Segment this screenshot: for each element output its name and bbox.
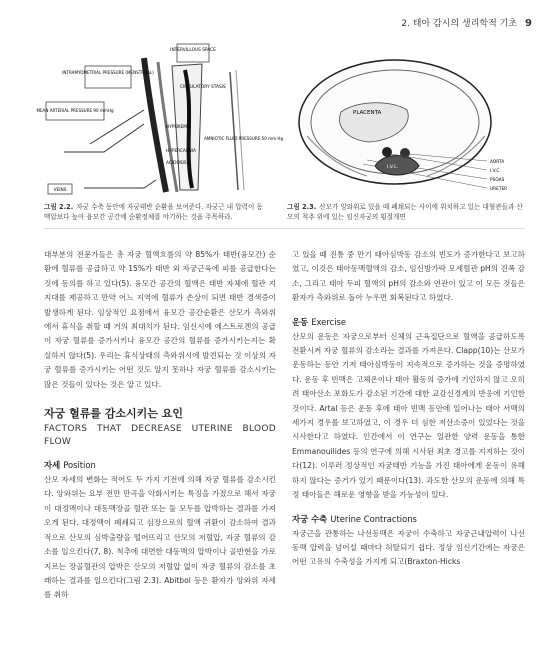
page-number: 9 bbox=[525, 18, 532, 29]
divider bbox=[44, 228, 525, 229]
section-heading-ko: 자궁 혈류를 감소시키는 요인 bbox=[44, 407, 183, 421]
label-hypoxemia: HYPOXEMIA bbox=[166, 125, 192, 130]
label-veins: VEINS bbox=[53, 188, 67, 193]
subheading-exercise-en: Exercise bbox=[311, 316, 347, 327]
left-paragraph-2: 산모 자세의 변화는 적어도 두 가지 기전에 의해 자궁 혈류를 감소시킨다. 앙와위는 요부 전만 만곡을 악화시키는 특징을 가졌으로 해서 자궁이 대정맥이나 대동맥장골 혈관 또는 둘 모두를 압박하는 결과를 가져오게 된다. 대정맥이 폐쇄되고 심장으로의 혈액 귀환이 감소하여 결과적으로 산모의 심박출량을 떨어뜨리고 산모의 저혈압, 자궁 혈류의 감소를 일으킨다(7, 8). 척추에 대면한 대동맥의 압박이나 골반현을 가로지르는 장골혈관의 압박은 산모의 저혈압 없이 자궁 혈류의 감소를 초래하는 결과를 일으킨다(그림 2.3). Abitbol 등은 환자가 앙와위 자세를 취하 bbox=[44, 475, 276, 600]
uteroplacental-diagram bbox=[36, 40, 284, 198]
right-paragraph-2: 산모의 운동은 자궁으로부터 신체의 근육집단으로 혈액을 공급하도록 전환시켜 자궁 혈류의 감소라는 결과를 가져온다. Clapp(10)는 산모가 운동하는 동안 기저 태아심박동이 지속적으로 증가하는 것을 증명하였다. 운동 후 빈맥은 고체온이나 태아 활동의 증가에 기인하지 않고 오히려 태아산소 포화도가 감소된 기간에 대한 교감신경계의 반응에 기인한 것이다. Artal 등은 운동 후에 태아 빈맥 동안에 일어나는 태아 서맥의 세가지 경우를 보고하였고, 이 경우 더 심한 저산소증이 있었다는 것을 시사한다고 하였다. 인간에서 이 연구는 일관한 양력 운동을 통한 Emmanouilides 등의 연구에 의해 시사된 최초 경고를 지지하는 것이다(12). 이루러 정상적인 자궁태반 기능을 가진 태아에게 운동이 유해하지 않다는 증거가 있기 때문이다(13). 과도한 산모의 운동에 의해 특정 태아들은 해로운 영향을 받을 가능성이 있다. bbox=[292, 331, 525, 500]
subheading-contractions-en: Uterine Contractions bbox=[330, 513, 417, 524]
subheading-position bbox=[44, 459, 276, 472]
left-paragraph-1: 대부분의 전문가들은 총 자궁 혈액흐름의 약 85%가 태반(융모간) 순환에 혈류를 공급하고 약 15%가 태반 외 자궁근육에 피를 공급한다는 것에 동의를 하고 있다(5). 융모간 공간의 혈액은 태반 자체에 혈관 지지대를 제공하고 만약 어느 지역에 혈류가 손상이 되면 태반 경색증이 발생하게 된다. 임상적인 요점에서 융모간 공간순환은 산모가 측와위에서 휴식을 취할 때 거의 최대치가 된다. 임신시에 에스트로겐의 공급이 자궁 혈류를 증가시키나 융모간 공간의 혈류를 증가시키는지는 확실하지 않다(5). 우리는 휴식상태의 측와위시에 발견되는 것 이상의 자궁 혈류를 증가시키는 어떤 것도 알지 못하나 자궁 혈류를 감소시키는 많은 것들이 있다는 것은 알고 있다. bbox=[44, 250, 276, 389]
subheading-exercise bbox=[292, 316, 525, 329]
label-hypercapnia: HYPERCAPNIA bbox=[166, 149, 196, 154]
caption-2-3-text: 산모가 앙와위로 있을 때 폐쇄되는 사이에 위치하고 있는 대혈관들과 산모의 척추 위에 있는 임신자궁의 횡절개면 bbox=[287, 203, 523, 221]
running-head bbox=[401, 16, 532, 29]
subheading-position-en: Position bbox=[63, 460, 96, 471]
label-intramyometrial: INTRAMYOMETRIAL PRESSURE (MENSTRUAL) bbox=[62, 70, 154, 75]
vein-line bbox=[84, 180, 156, 188]
caption-2-3-number: 그림 2.3. bbox=[287, 203, 317, 211]
right-column bbox=[292, 248, 525, 570]
label-ivc-small: I.V.C. bbox=[490, 169, 501, 174]
ivc-vessel bbox=[382, 147, 392, 157]
label-acidosis: ACIDOSIS bbox=[166, 161, 187, 166]
right-paragraph-1: 고 있을 때 진통 중 만기 태아심박동 감소의 빈도가 증가한다고 보고하였고, 이것은 태아동맥혈액의 감소, 임신방가락 모세혈관 pH의 진폭 감소, 그리고 태아 두피 혈액의 pH의 감소와 연관이 있고 이 모든 것들은 환자가 측와위로 돌아 누우면 회복된다고 하였다. bbox=[292, 250, 525, 303]
figure-2-3-caption bbox=[287, 202, 525, 222]
label-placenta: PLACENTA bbox=[353, 110, 382, 116]
subheading-position-ko: 자세 bbox=[44, 460, 61, 471]
running-head-title: 2. 태아 감시의 생리학적 기초 bbox=[401, 19, 518, 29]
subheading-exercise-ko: 운동 bbox=[292, 316, 309, 327]
label-aorta: AORTA bbox=[490, 160, 505, 165]
artery-line bbox=[64, 124, 144, 152]
label-ureter: URETER bbox=[490, 187, 508, 192]
caption-2-2-number: 그림 2.2. bbox=[44, 203, 74, 211]
subheading-contractions bbox=[292, 513, 525, 526]
label-arterial: MEAN ARTERIAL PRESSURE 90 mmHg bbox=[36, 108, 114, 113]
label-ivc: I.V.C. bbox=[387, 165, 399, 170]
label-intervillous: INTERVILLOUS SPACE bbox=[170, 48, 216, 53]
label-stasis: CIRCULATORY STASIS bbox=[180, 85, 226, 90]
section-heading-en: FACTORS THAT DECREASE UTERINE BLOOD FLOW bbox=[44, 424, 276, 448]
left-column bbox=[44, 248, 276, 603]
label-box-intervillous bbox=[177, 44, 209, 62]
figure-uteroplacental-circulation bbox=[36, 40, 284, 198]
cross-section-diagram bbox=[287, 40, 525, 198]
subheading-contractions-ko: 자궁 수축 bbox=[292, 513, 328, 524]
figure-supine-cross-section bbox=[287, 40, 525, 198]
membrane-line bbox=[230, 72, 238, 190]
uterine-wall-outer bbox=[144, 58, 166, 192]
caption-2-2-text: 자궁 수축 동안에 자궁태반 순환을 보여준다. 자궁근 내 압력이 동맥압보다 높아 융모간 공간에 순환정체를 야기하는 것을 주목하라. bbox=[44, 203, 263, 221]
right-paragraph-3: 자궁근을 관통하는 나선동맥은 자궁이 수축하고 자궁근내압력이 나선동맥 압력을 넘어설 때마다 허탈되기 쉽다. 정상 임신기간에는 자궁은 어떤 고유의 수축성을 가지게 되고(Braxton-Hicks bbox=[292, 528, 525, 567]
label-amniotic: AMNIOTIC FLUID PRESSURE 50 mm Hg bbox=[204, 136, 284, 141]
figure-2-2-caption bbox=[44, 202, 269, 222]
label-psoas: PSOAS bbox=[490, 178, 505, 183]
